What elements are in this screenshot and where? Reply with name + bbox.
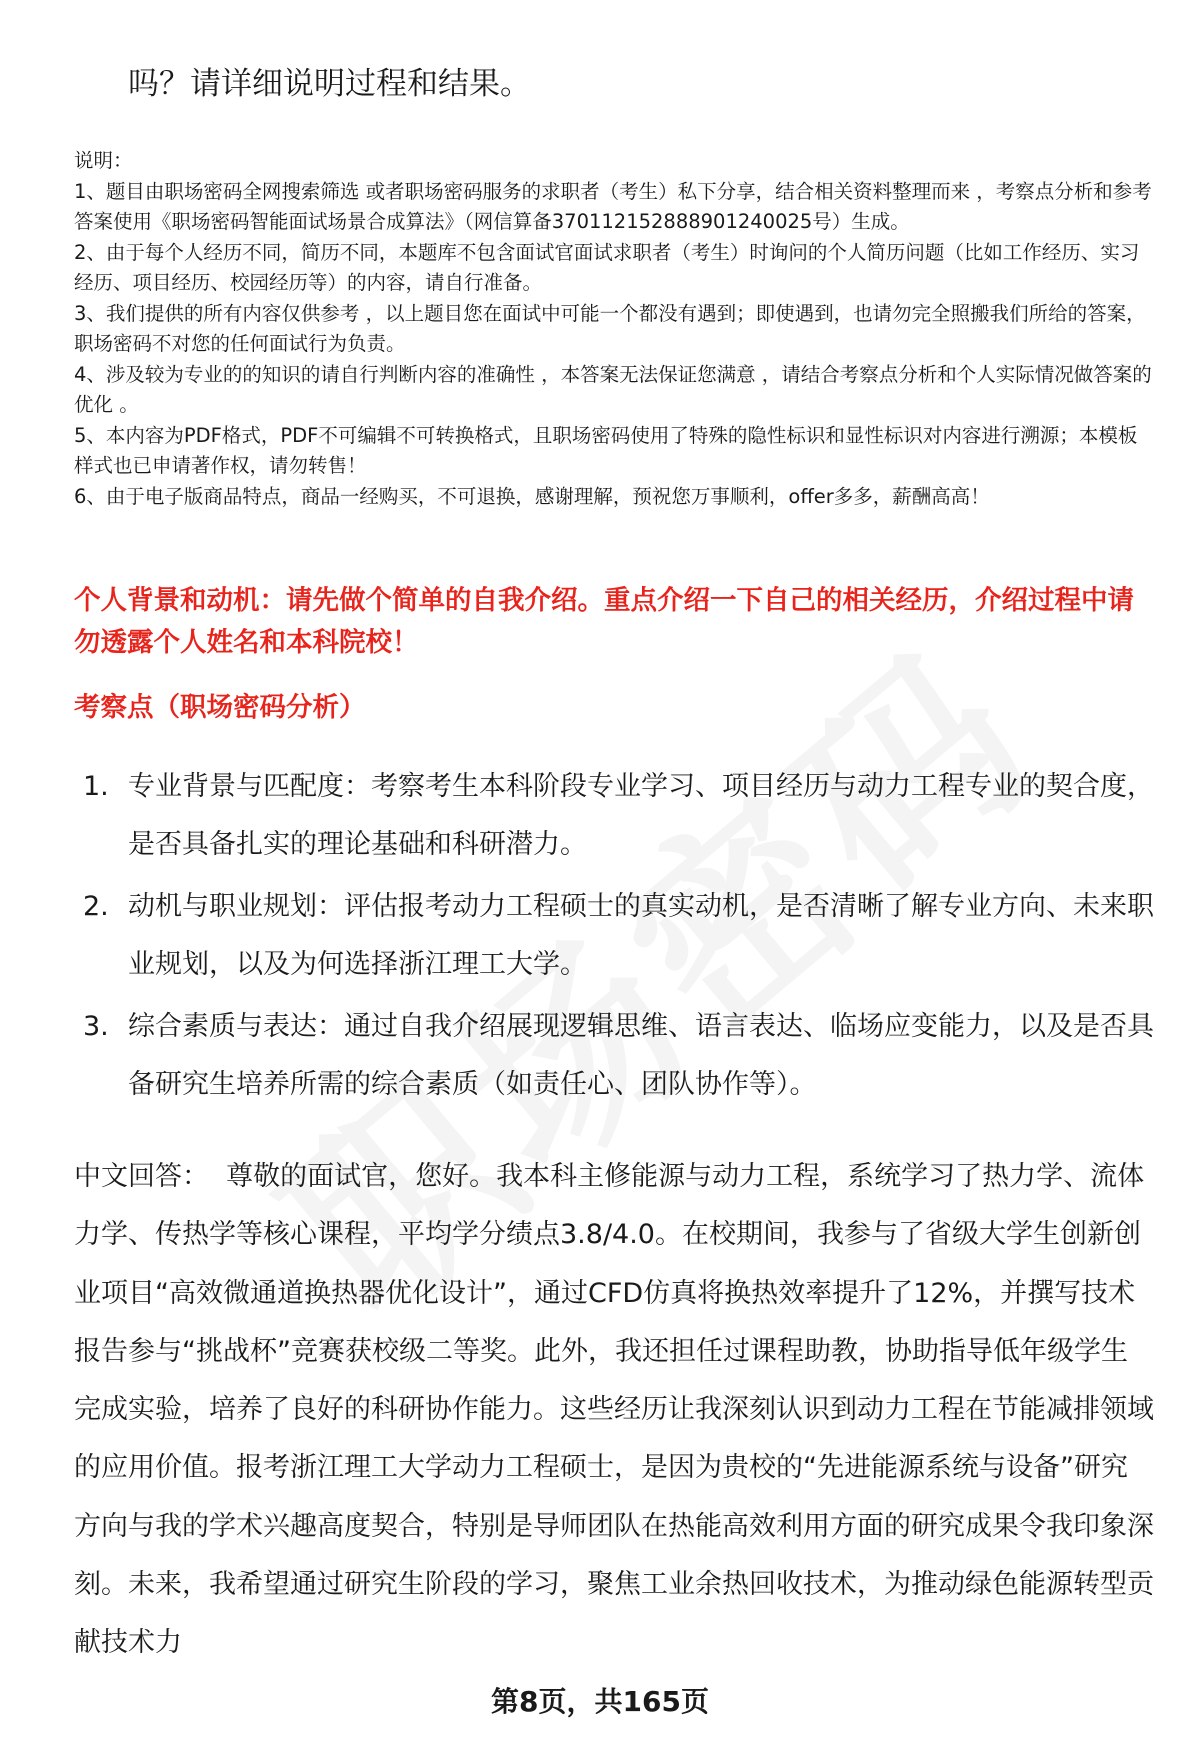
point-number: 1. — [83, 771, 109, 802]
analysis-point — [74, 878, 1154, 994]
point-number: 3. — [83, 1011, 109, 1042]
note-item: 1、题目由职场密码全网搜索筛选 或者职场密码服务的求职者（考生）私下分享，结合相关资料整理而来 ，考察点分析和参考答案使用《职场密码智能面试场景合成算法》（网信算备370112152888901240025号）生成。 — [74, 179, 1152, 233]
analysis-title: 考察点（职场密码分析） — [74, 692, 366, 723]
point-text: 综合素质与表达：通过自我介绍展现逻辑思维、语言表达、临场应变能力，以及是否具备研究生培养所需的综合素质（如责任心、团队协作等）。 — [128, 1011, 1154, 1100]
page-number: 第8页，共165页 — [491, 1685, 709, 1718]
analysis-points — [74, 758, 1154, 1118]
answer-block — [74, 1148, 1154, 1673]
point-text: 专业背景与匹配度：考察考生本科阶段专业学习、项目经历与动力工程专业的契合度，是否具备扎实的理论基础和科研潜力。 — [128, 771, 1154, 860]
question-continuation: 吗？请详细说明过程和结果。 — [128, 66, 531, 102]
answer-text: 尊敬的面试官，您好。我本科主修能源与动力工程，系统学习了热力学、流体力学、传热学等核心课程，平均学分绩点3.8/4.0。在校期间，我参与了省级大学生创新创业项目“高效微通道换热器优化设计”，通过CFD仿真将换热效率提升了12%，并撰写技术报告参与“挑战杯”竞赛获校级二等奖。此外，我还担任过课程助教，协助指导低年级学生完成实验，培养了良好的科研协作能力。这些经历让我深刻认识到动力工程在节能减排领域的应用价值。报考浙江理工大学动力工程硕士，是因为贵校的“先进能源系统与设备”研究方向与我的学术兴趣高度契合，特别是导师团队在热能高效利用方面的研究成果令我印象深刻。未来，我希望通过研究生阶段的学习，聚焦工业余热回收技术，为推动绿色能源转型贡献技术力 — [74, 1161, 1154, 1659]
note-item: 6、由于电子版商品特点，商品一经购买，不可退换，感谢理解，预祝您万事顺利，offer多多，薪酬高高！ — [74, 484, 990, 508]
point-text: 动机与职业规划：评估报考动力工程硕士的真实动机，是否清晰了解专业方向、未来职业规划，以及为何选择浙江理工大学。 — [128, 891, 1154, 980]
note-item: 3、我们提供的所有内容仅供参考 ，以上题目您在面试中可能一个都没有遇到；即使遇到，也请勿完全照搬我们所给的答案，职场密码不对您的任何面试行为负责。 — [74, 301, 1146, 355]
notes-title: 说明： — [74, 149, 133, 172]
note-item: 5、本内容为PDF格式，PDF不可编辑不可转换格式，且职场密码使用了特殊的隐性标识和显性标识对内容进行溯源；本模板样式也已申请著作权，请勿转售！ — [74, 423, 1138, 477]
analysis-point — [74, 758, 1154, 874]
answer-label: 中文回答： — [74, 1161, 209, 1192]
interview-question: 个人背景和动机：请先做个简单的自我介绍。重点介绍一下自己的相关经历，介绍过程中请勿透露个人姓名和本科院校！ — [74, 585, 1134, 658]
point-number: 2. — [83, 891, 109, 922]
note-item: 4、涉及较为专业的的知识的请自行判断内容的准确性 ，本答案无法保证您满意 ，请结合考察点分析和个人实际情况做答案的优化 。 — [74, 362, 1152, 416]
analysis-point — [74, 998, 1154, 1114]
disclaimer-notes — [74, 146, 1154, 512]
note-item: 2、由于每个人经历不同，简历不同，本题库不包含面试官面试求职者（考生）时询问的个人简历问题（比如工作经历、实习经历、项目经历、校园经历等）的内容，请自行准备。 — [74, 240, 1140, 294]
